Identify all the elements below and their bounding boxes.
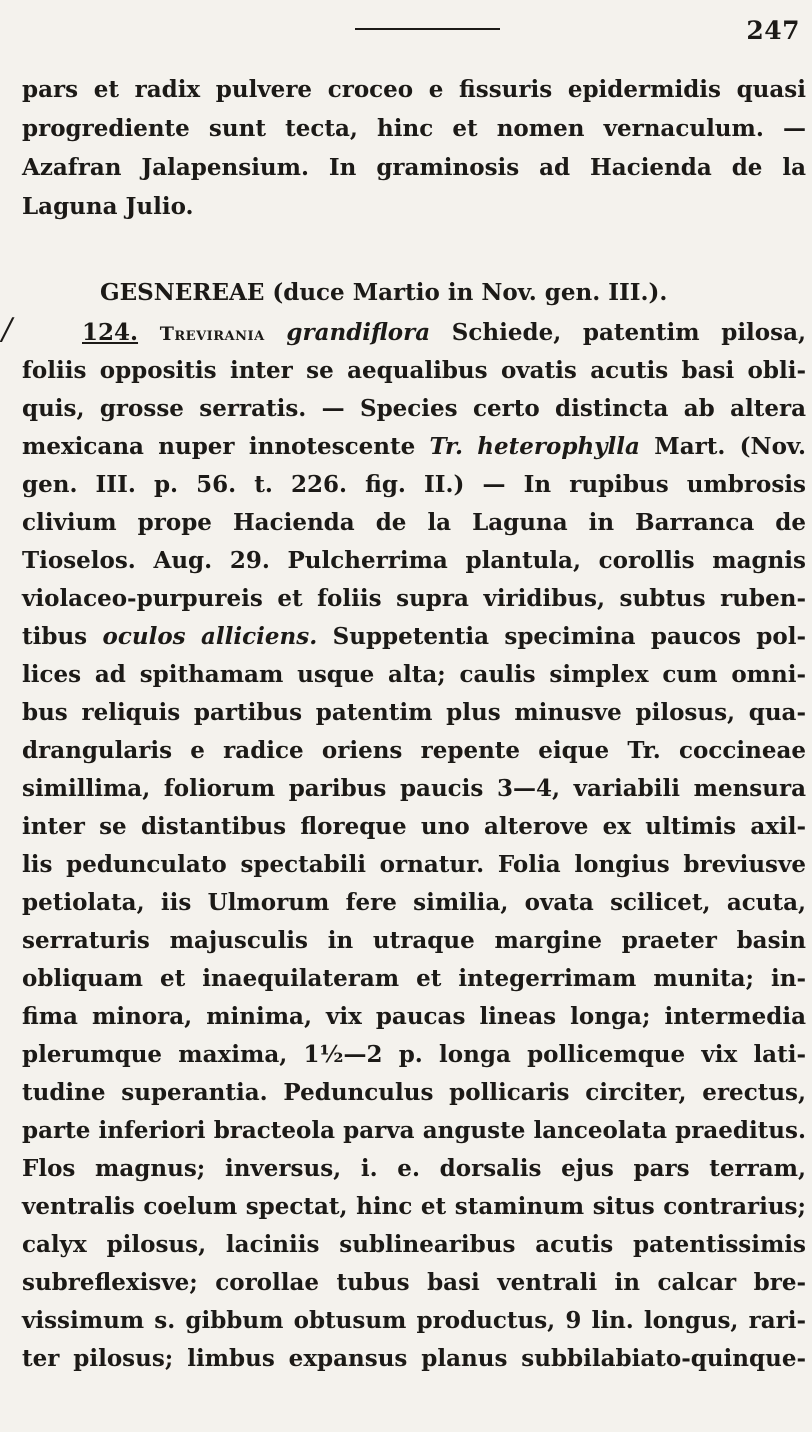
text-line-with-italic [22, 429, 806, 465]
text-fragment: Mart. (Nov. [639, 433, 806, 460]
text-line: gen. III. p. 56. t. 226. fig. II.) — In rupibus umbrosis [22, 471, 806, 498]
genus-name: Trevirania [159, 323, 265, 345]
text-line: ventralis coelum spectat, hinc et staminum situs contrarius; [22, 1193, 806, 1220]
italic-phrase: oculos alliciens. [102, 623, 318, 650]
author-text: Schiede, patentim pilosa, [430, 319, 806, 346]
text-line: inter se distantibus floreque uno alterove ex ultimis axil- [22, 813, 806, 840]
species-reference: Tr. heterophylla [429, 433, 640, 460]
text-line: lis pedunculato spectabili ornatur. Folia longius breviusve [22, 851, 806, 878]
text-line: ter pilosus; limbus expansus planus subbilabiato-quinque- [22, 1345, 806, 1372]
margin-mark: / [2, 312, 13, 347]
text-line: parte inferiori bracteola parva anguste lanceolata praeditus. [22, 1117, 806, 1144]
entry-number: 124. [82, 319, 139, 346]
text-line: lices ad spithamam usque alta; caulis simplex cum omni- [22, 661, 806, 688]
text-line-with-italic [22, 619, 806, 655]
text-line: quis, grosse serratis. — Species certo distincta ab altera [22, 395, 806, 422]
text-line: pars et radix pulvere croceo e fissuris epidermidis quasi [22, 76, 806, 103]
text-line: progrediente sunt tecta, hinc et nomen vernaculum. — [22, 115, 806, 142]
section-heading: GESNEREAE (duce Martio in Nov. gen. III.). [100, 279, 668, 306]
text-line: tudine superantia. Pedunculus pollicaris circiter, erectus, [22, 1079, 806, 1106]
text-line: Tioselos. Aug. 29. Pulcherrima plantula, corollis magnis [22, 547, 806, 574]
text-line: vissimum s. gibbum obtusum productus, 9 lin. longus, rari- [22, 1307, 806, 1334]
text-line: fima minora, minima, vix paucas lineas longa; intermedia [22, 1003, 806, 1030]
species-name: grandiflora [286, 319, 431, 346]
text-line: drangularis e radice oriens repente eique Tr. coccineae [22, 737, 806, 764]
text-line: violaceo-purpureis et foliis supra viridibus, subtus ruben- [22, 585, 806, 612]
header-rule [355, 28, 500, 30]
text-line: subreflexisve; corollae tubus basi ventrali in calcar bre- [22, 1269, 806, 1296]
text-line: petiolata, iis Ulmorum fere similia, ovata scilicet, acuta, [22, 889, 806, 916]
text-line: simillima, foliorum paribus paucis 3—4, variabili mensura [22, 775, 806, 802]
text-line: calyx pilosus, laciniis sublinearibus acutis patentissimis [22, 1231, 806, 1258]
text-fragment: Suppetentia specimina paucos pol- [317, 623, 807, 650]
text-line: serraturis majusculis in utraque margine praeter basin [22, 927, 806, 954]
page-number: 247 [746, 16, 800, 45]
text-line: bus reliquis partibus patentim plus minusve pilosus, qua- [22, 699, 806, 726]
text-line: Azafran Jalapensium. In graminosis ad Hacienda de la [22, 154, 806, 181]
text-line: clivium prope Hacienda de la Laguna in Barranca de [22, 509, 806, 536]
text-fragment: tibus [22, 623, 103, 650]
text-line: obliquam et inaequilateram et integerrimam munita; in- [22, 965, 806, 992]
text-fragment: mexicana nuper innotescente [22, 433, 430, 460]
entry-first-line [82, 315, 806, 351]
text-line: Flos magnus; inversus, i. e. dorsalis ejus pars terram, [22, 1155, 806, 1182]
text-line: plerumque maxima, 1½—2 p. longa pollicemque vix lati- [22, 1041, 806, 1068]
text-line: Laguna Julio. [22, 193, 194, 220]
text-line: foliis oppositis inter se aequalibus ovatis acutis basi obli- [22, 357, 806, 384]
